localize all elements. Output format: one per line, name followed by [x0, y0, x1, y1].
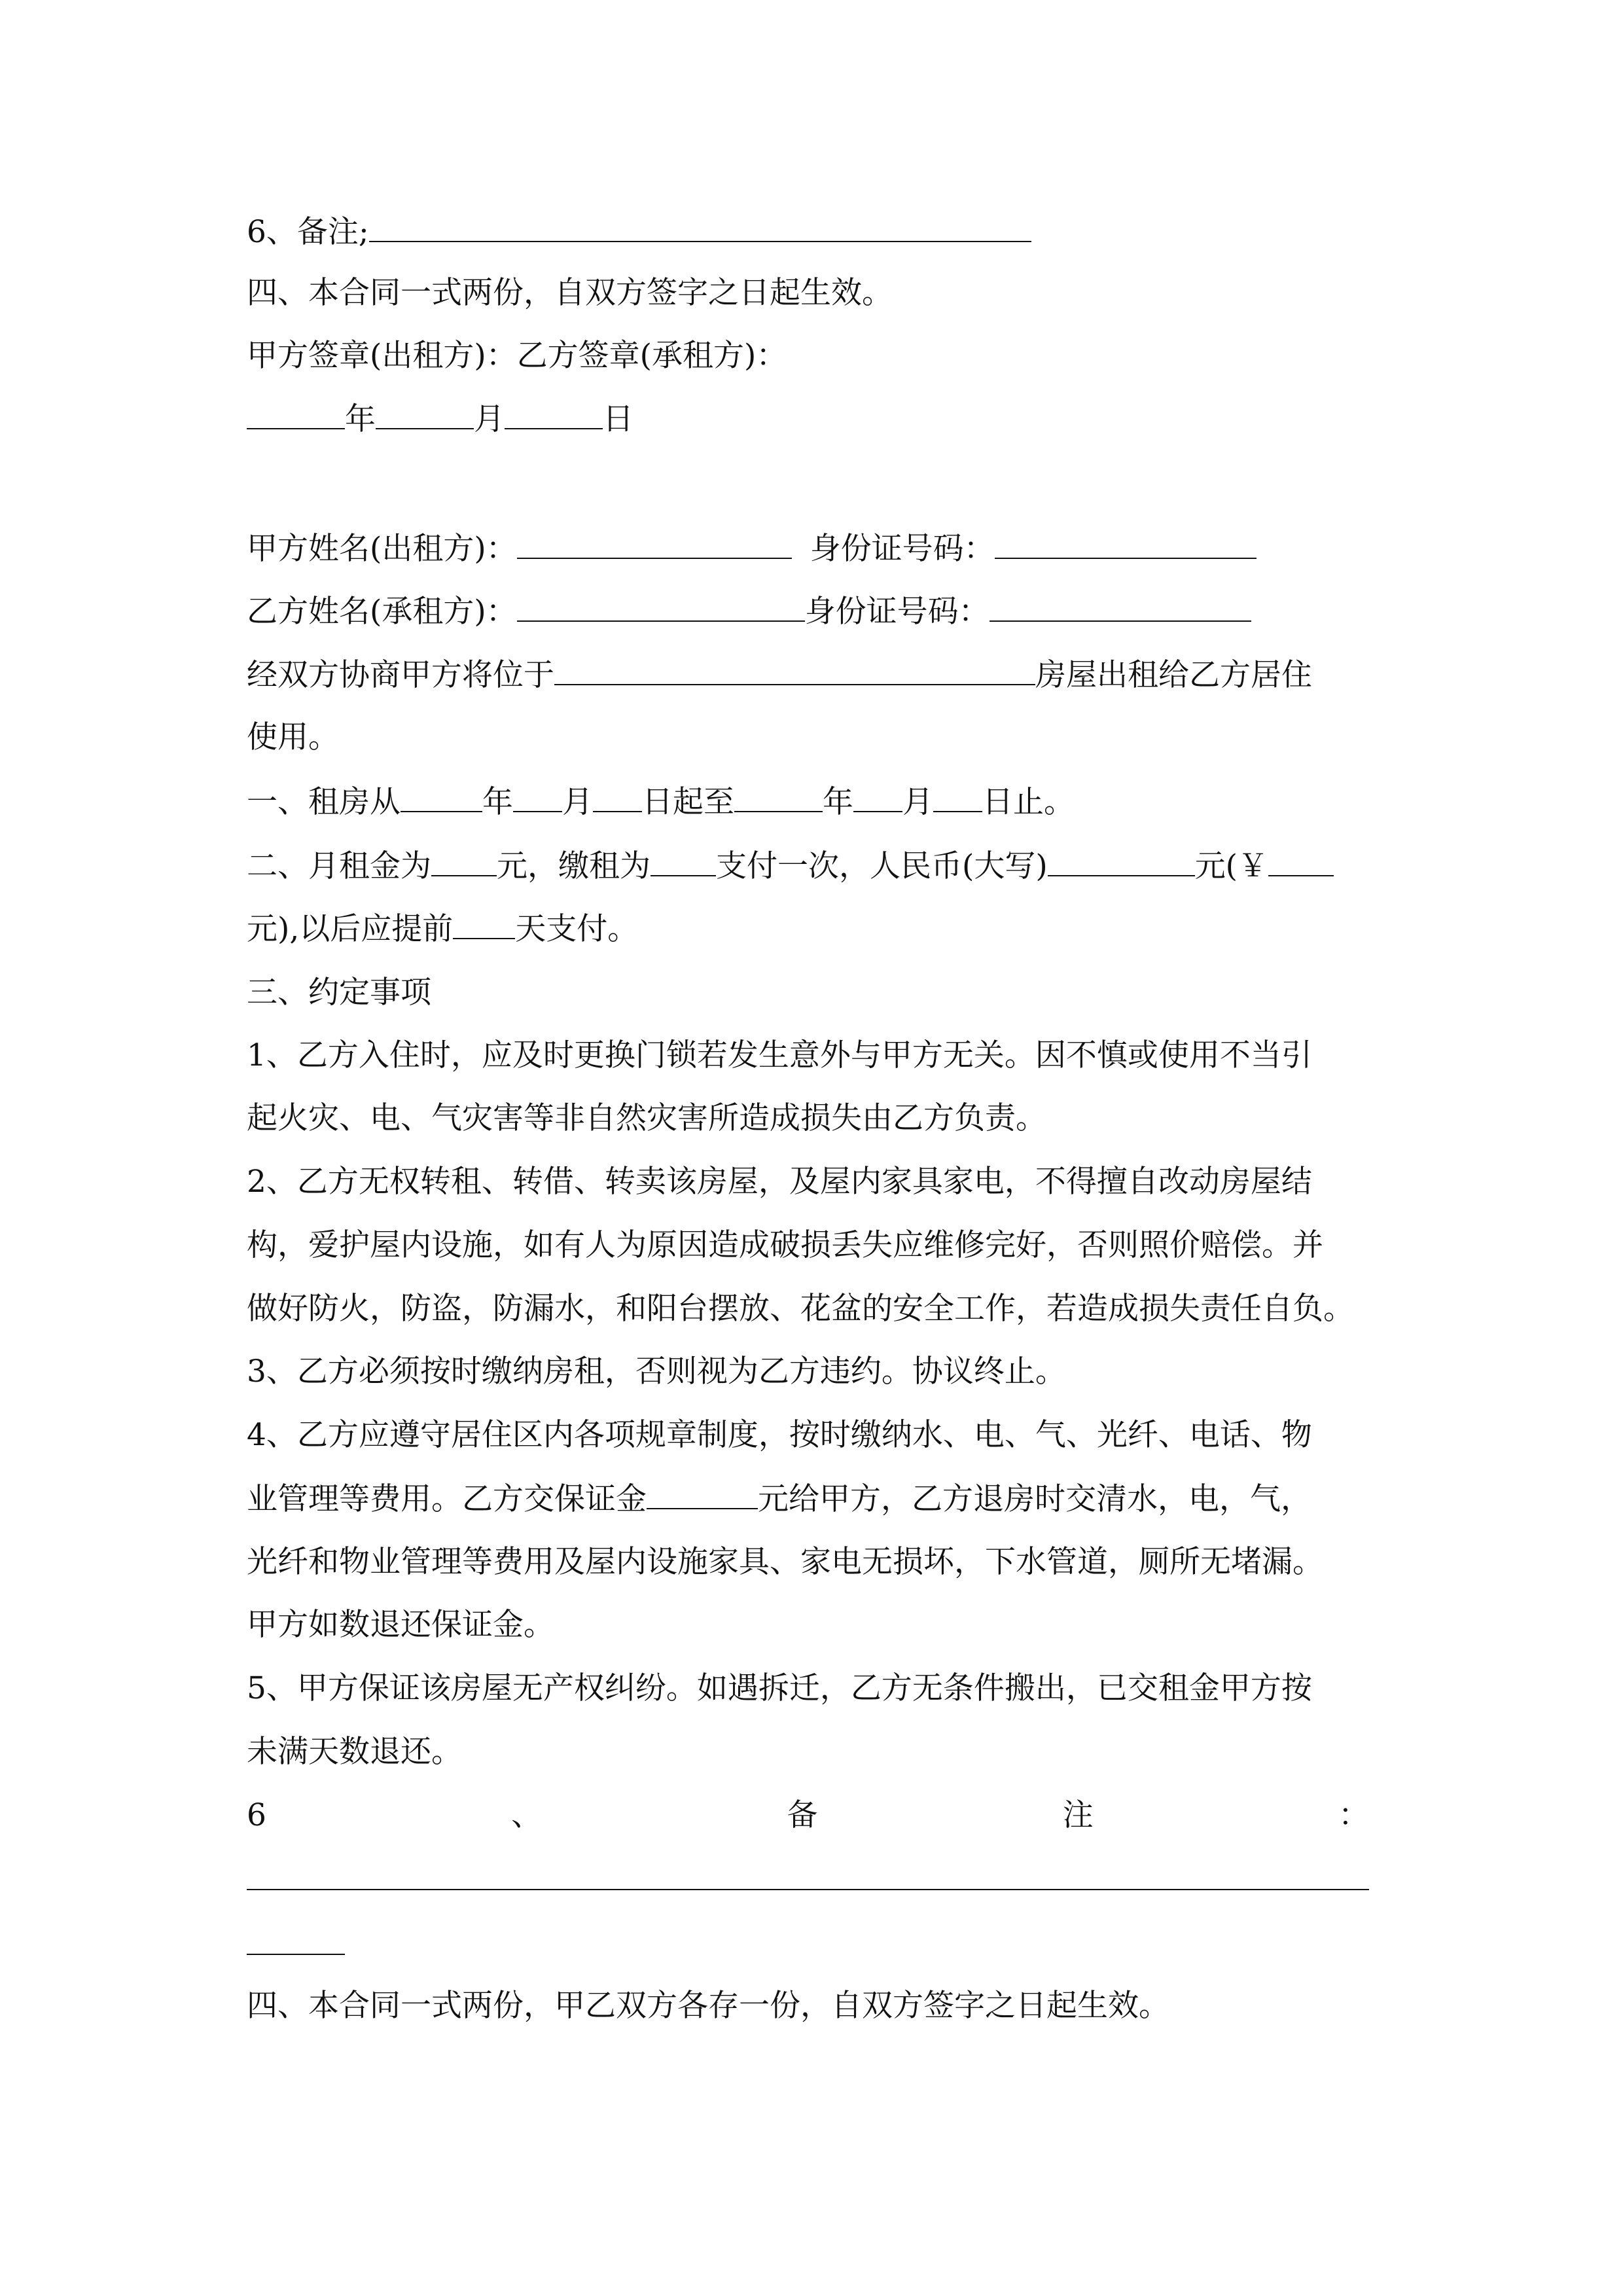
start-month-label: 月 [562, 784, 593, 820]
start-day-label: 日起至 [642, 784, 734, 820]
remarks-blank [369, 212, 1031, 242]
lessor-id-label: 身份证号码： [810, 531, 995, 567]
validity-clause-1: 四、本合同一式两份，自双方签字之日起生效。 [247, 275, 893, 311]
payment-period-blank [651, 846, 716, 876]
year-label: 年 [345, 401, 376, 437]
advance-days-blank [453, 909, 515, 939]
clause-4-line-4: 甲方如数退还保证金。 [247, 1607, 554, 1643]
start-day-blank [593, 782, 642, 812]
clause-5-line-1: 5、甲方保证该房屋无产权纠纷。如遇拆迁，乙方无条件搬出，已交租金甲方按 [247, 1670, 1312, 1706]
deposit-suffix: 元给甲方，乙方退房时交清水，电，气， [758, 1481, 1311, 1517]
lessee-id-label: 身份证号码： [804, 594, 990, 630]
month-label: 月 [474, 401, 505, 437]
remarks-char-2: 注 [1062, 1797, 1094, 1833]
day-label: 日 [603, 401, 633, 437]
property-location-line [247, 655, 1312, 694]
clause-4-line-2 [247, 1479, 1311, 1518]
validity-clause-2: 四、本合同一式两份，甲乙双方各存一份，自双方签字之日起生效。 [247, 1988, 1169, 2024]
end-year-blank [734, 782, 823, 812]
deposit-prefix: 业管理等费用。乙方交保证金 [247, 1481, 647, 1517]
remarks-separator: 、 [511, 1797, 543, 1833]
remarks-char-1: 备 [787, 1797, 818, 1833]
clause-4-line-3: 光纤和物业管理等费用及屋内设施家具、家电无损坏，下水管道，厕所无堵漏。 [247, 1544, 1323, 1580]
clause-2-line-3: 做好防火，防盗，防漏水，和阳台摆放、花盆的安全工作，若造成损失责任自负。 [247, 1291, 1354, 1327]
start-year-label: 年 [482, 784, 513, 820]
signature-date [247, 399, 633, 439]
month-blank [376, 399, 474, 429]
start-month-blank [513, 782, 562, 812]
lease-term-line [247, 782, 1075, 821]
remarks-line-2 [247, 1796, 1369, 1835]
lessor-name-blank [517, 529, 792, 559]
rent-prefix: 二、月租金为 [247, 848, 431, 884]
start-year-blank [401, 782, 482, 812]
clause-2-line-2: 构，爱护屋内设施，如有人为原因造成破损丢失应维修完好，否则照价赔偿。并 [247, 1227, 1323, 1263]
clause-4-line-1: 4、乙方应遵守居住区内各项规章制度，按时缴纳水、电、气、光纤、电话、物 [247, 1417, 1312, 1453]
rmb-numeric-blank [1268, 846, 1334, 876]
remarks-label: 6、备注; [247, 214, 369, 250]
lessee-id-blank [990, 592, 1251, 622]
end-month-label: 月 [902, 784, 933, 820]
lessee-info-line [247, 592, 1251, 631]
term-prefix: 一、租房从 [247, 784, 401, 820]
end-month-blank [853, 782, 902, 812]
remarks-colon: ： [1338, 1797, 1369, 1833]
advance-prefix: 元),以后应提前 [247, 911, 454, 947]
deposit-blank [647, 1479, 758, 1509]
advance-suffix: 天支付。 [515, 911, 639, 947]
lessor-info-line [247, 529, 1257, 568]
rmb-symbol-label: 元(￥ [1194, 848, 1269, 884]
rmb-uppercase-label: 支付一次，人民币(大写) [716, 848, 1048, 884]
clause-1-line-2: 起火灾、电、气灾害等非自然灾害所造成损失由乙方负责。 [247, 1100, 1046, 1136]
clause-5-line-2: 未满天数退还。 [247, 1734, 462, 1770]
remarks-blank-short [247, 1954, 345, 1955]
lessee-name-blank [517, 592, 805, 622]
usage-line: 使用。 [247, 719, 339, 755]
year-blank [247, 399, 345, 429]
end-year-label: 年 [823, 784, 853, 820]
end-day-label: 日止。 [982, 784, 1075, 820]
lessee-name-label: 乙方姓名(承租方)： [247, 594, 517, 630]
remarks-blank-long [247, 1889, 1369, 1890]
rent-payment-label: 元，缴租为 [497, 848, 651, 884]
rmb-uppercase-blank [1048, 846, 1195, 876]
clause-1-line-1: 1、乙方入住时，应及时更换门锁若发生意外与甲方无关。因不慎或使用不当引 [247, 1037, 1312, 1073]
rent-amount-blank [431, 846, 497, 876]
location-suffix: 房屋出租给乙方居住 [1035, 657, 1312, 693]
lessor-id-blank [995, 529, 1257, 559]
location-prefix: 经双方协商甲方将位于 [247, 657, 554, 693]
end-day-blank [933, 782, 982, 812]
section-heading-terms: 三、约定事项 [247, 975, 431, 1011]
remarks-number: 6 [247, 1797, 266, 1833]
remarks-line-1 [247, 212, 1031, 251]
signature-line: 甲方签章(出租方)：乙方签章(承租方)： [247, 338, 787, 374]
clause-2-line-1: 2、乙方无权转租、转借、转卖该房屋，及屋内家具家电，不得擅自改动房屋结 [247, 1164, 1312, 1200]
lessor-name-label: 甲方姓名(出租方)： [247, 531, 517, 567]
clause-3-line: 3、乙方必须按时缴纳房租，否则视为乙方违约。协议终止。 [247, 1354, 1066, 1390]
location-blank [554, 655, 1035, 685]
advance-payment-line [247, 909, 638, 948]
rent-line [247, 846, 1334, 886]
day-blank [505, 399, 603, 429]
